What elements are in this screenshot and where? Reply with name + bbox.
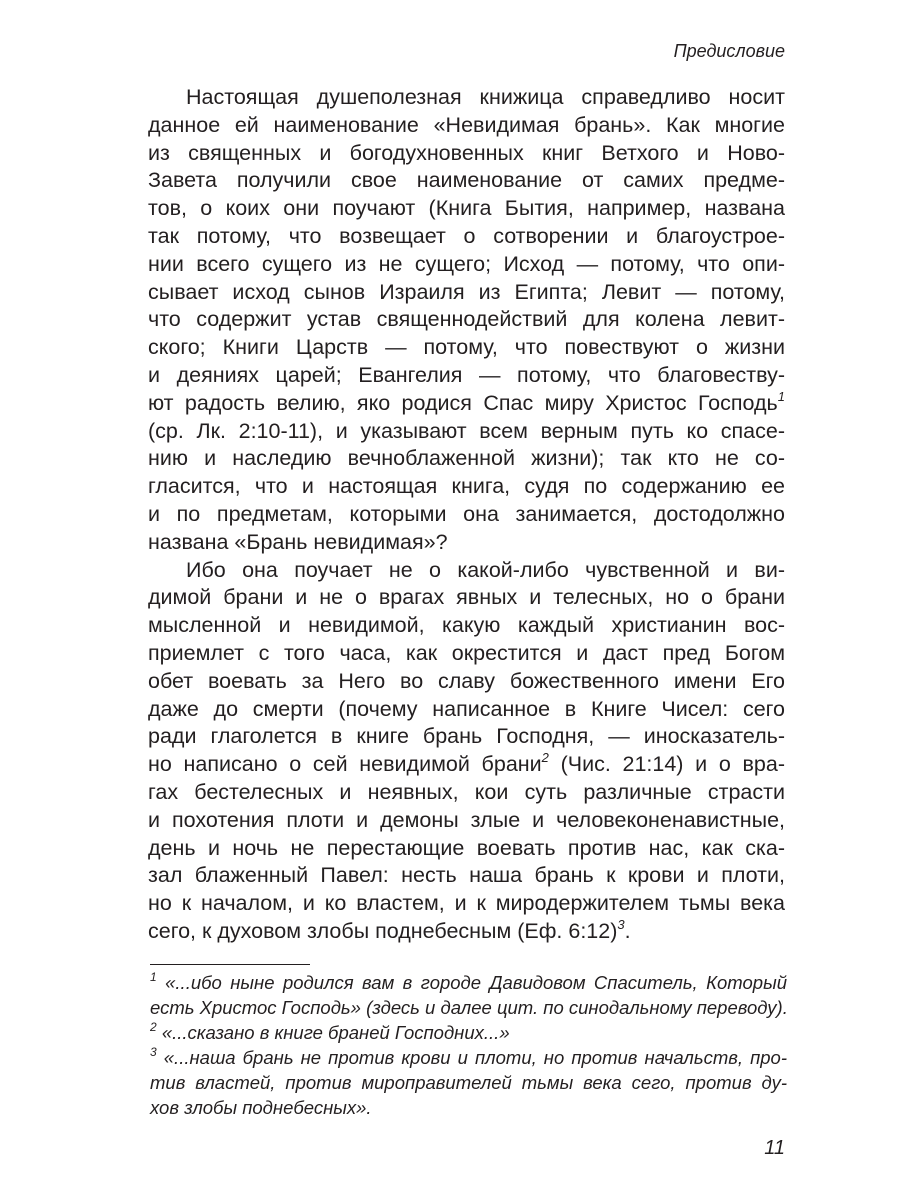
footnote-line [150, 1045, 787, 1070]
line-text: ради глаголется в книге брань Господня, — иносказатель- [148, 724, 785, 749]
line-text: сывает исход сынов Израиля из Египта; Левит — потому, [148, 279, 785, 304]
text-line [148, 918, 785, 946]
footnote-ref: 3 [617, 916, 625, 932]
line-text: Ибо она поучает не о какой-либо чувственной и ви- [186, 557, 785, 582]
line-text: нию и наследию вечноблаженной жизни); так кто не со- [148, 446, 785, 471]
line-text: и по предметам, которыми она занимается, достодолжно [148, 501, 785, 526]
text-line [148, 751, 785, 779]
page-number: 11 [764, 1137, 785, 1159]
text-line [148, 445, 785, 473]
line-text: димой брани и не о врагах явных и телесных, но о брани [148, 585, 785, 610]
line-text: из священных и богодухновенных книг Ветхого и Ново- [148, 140, 785, 165]
line-text: сего, к духовом злобы поднебесным (Еф. 6:12) [148, 918, 618, 943]
text-line [148, 807, 785, 835]
line-text: так потому, что возвещает о сотворении и благоустрое- [148, 223, 785, 248]
text-line [148, 501, 785, 529]
footnote-text: «...ибо ныне родился вам в городе Давидовом Спаситель, Который [165, 972, 787, 993]
line-text: и деяниях царей; Евангелия — потому, что благовеству- [148, 362, 785, 387]
text-line [148, 418, 785, 446]
line-text: гах бестелесных и неявных, кои суть различные страсти [148, 779, 785, 804]
footnotes [150, 970, 787, 1120]
text-line [148, 140, 785, 168]
text-line [148, 835, 785, 863]
line-text: что содержит устав священнодействий для колена левит- [148, 307, 785, 332]
text-line [148, 167, 785, 195]
text-line [148, 529, 785, 557]
line-text: зал блаженный Павел: несть наша брань к крови и плоти, [148, 863, 785, 888]
footnote-line [150, 1020, 787, 1045]
line-text: но к началом, и ко властем, и к миродержителем тьмы века [148, 891, 785, 916]
line-text: Настоящая душеполезная книжица справедливо носит [186, 85, 785, 109]
footnote-ref: 2 [541, 750, 549, 766]
footnote-line [150, 1095, 787, 1120]
line-text: (ср. Лк. 2:10-11), и указывают всем верным путь ко спасе- [148, 418, 785, 443]
line-text-after: . [624, 918, 631, 943]
footnote-divider [150, 964, 310, 965]
footnote-text: «...сказано в книге браней Господних...» [161, 1022, 510, 1043]
text-line [148, 696, 785, 724]
text-line [148, 334, 785, 362]
text-line [148, 723, 785, 751]
footnote-text: «...наша брань не против крови и плоти, но против начальств, про- [163, 1047, 788, 1068]
line-text: даже до смерти (почему написанное в Книге Чисел: сего [148, 696, 785, 721]
text-line [148, 890, 785, 918]
line-text: и похотения плоти и демоны злые и человеконенавистные, [148, 807, 785, 832]
text-line [148, 279, 785, 307]
text-line [148, 862, 785, 890]
footnote-text: тив властей, против мироправителей тьмы века сего, против ду- [150, 1072, 787, 1093]
text-line [148, 362, 785, 390]
footnote-number: 2 [150, 1020, 157, 1034]
text-line [148, 612, 785, 640]
text-line [148, 779, 785, 807]
line-text: данное ей наименование «Невидимая брань». Как многие [148, 112, 785, 137]
footnote-ref: 1 [777, 388, 785, 404]
text-line [148, 195, 785, 223]
footnote-number: 3 [150, 1045, 157, 1059]
line-text: обет воевать за Него во славу божественного имени Его [148, 668, 785, 693]
footnote-line [150, 970, 787, 995]
text-line [148, 223, 785, 251]
text-line [148, 557, 785, 585]
footnote-text: хов злобы поднебесных». [150, 1097, 372, 1118]
main-text [148, 84, 785, 946]
line-text: нии всего сущего из не сущего; Исход — потому, что опи- [148, 251, 785, 276]
running-head: Предисловие [673, 41, 785, 61]
line-text: мысленной и невидимой, какую каждый христианин вос- [148, 613, 785, 638]
line-text: гласится, что и настоящая книга, судя по содержанию ее [148, 474, 785, 499]
line-text: ют радость велию, яко родися Спас миру Христос Господь [148, 390, 778, 415]
footnote-text: есть Христос Господь» (здесь и далее цит. по синодальному переводу). [150, 997, 788, 1018]
line-text: ского; Книги Царств — потому, что повествуют о жизни [148, 335, 785, 360]
line-text: день и ночь не перестающие воевать против нас, как ска- [148, 835, 785, 860]
line-text: Завета получили свое наименование от самих предме- [148, 168, 785, 193]
line-text: приемлет с того часа, как окрестится и даст пред Богом [148, 640, 785, 665]
text-line [148, 84, 785, 112]
line-text: названа «Брань невидимая»? [148, 529, 448, 554]
text-line [148, 112, 785, 140]
line-text: но написано о сей невидимой брани [148, 752, 542, 777]
text-line [148, 668, 785, 696]
text-line [148, 251, 785, 279]
footnote-line [150, 1070, 787, 1095]
line-text-after: (Чис. 21:14) и о вра- [548, 752, 785, 777]
text-line [148, 306, 785, 334]
text-line [148, 640, 785, 668]
text-line [148, 390, 785, 418]
text-line [148, 584, 785, 612]
footnote-line [150, 995, 787, 1020]
text-line [148, 473, 785, 501]
footnote-number: 1 [150, 970, 157, 984]
line-text: тов, о коих они поучают (Книга Бытия, например, названа [148, 196, 785, 221]
